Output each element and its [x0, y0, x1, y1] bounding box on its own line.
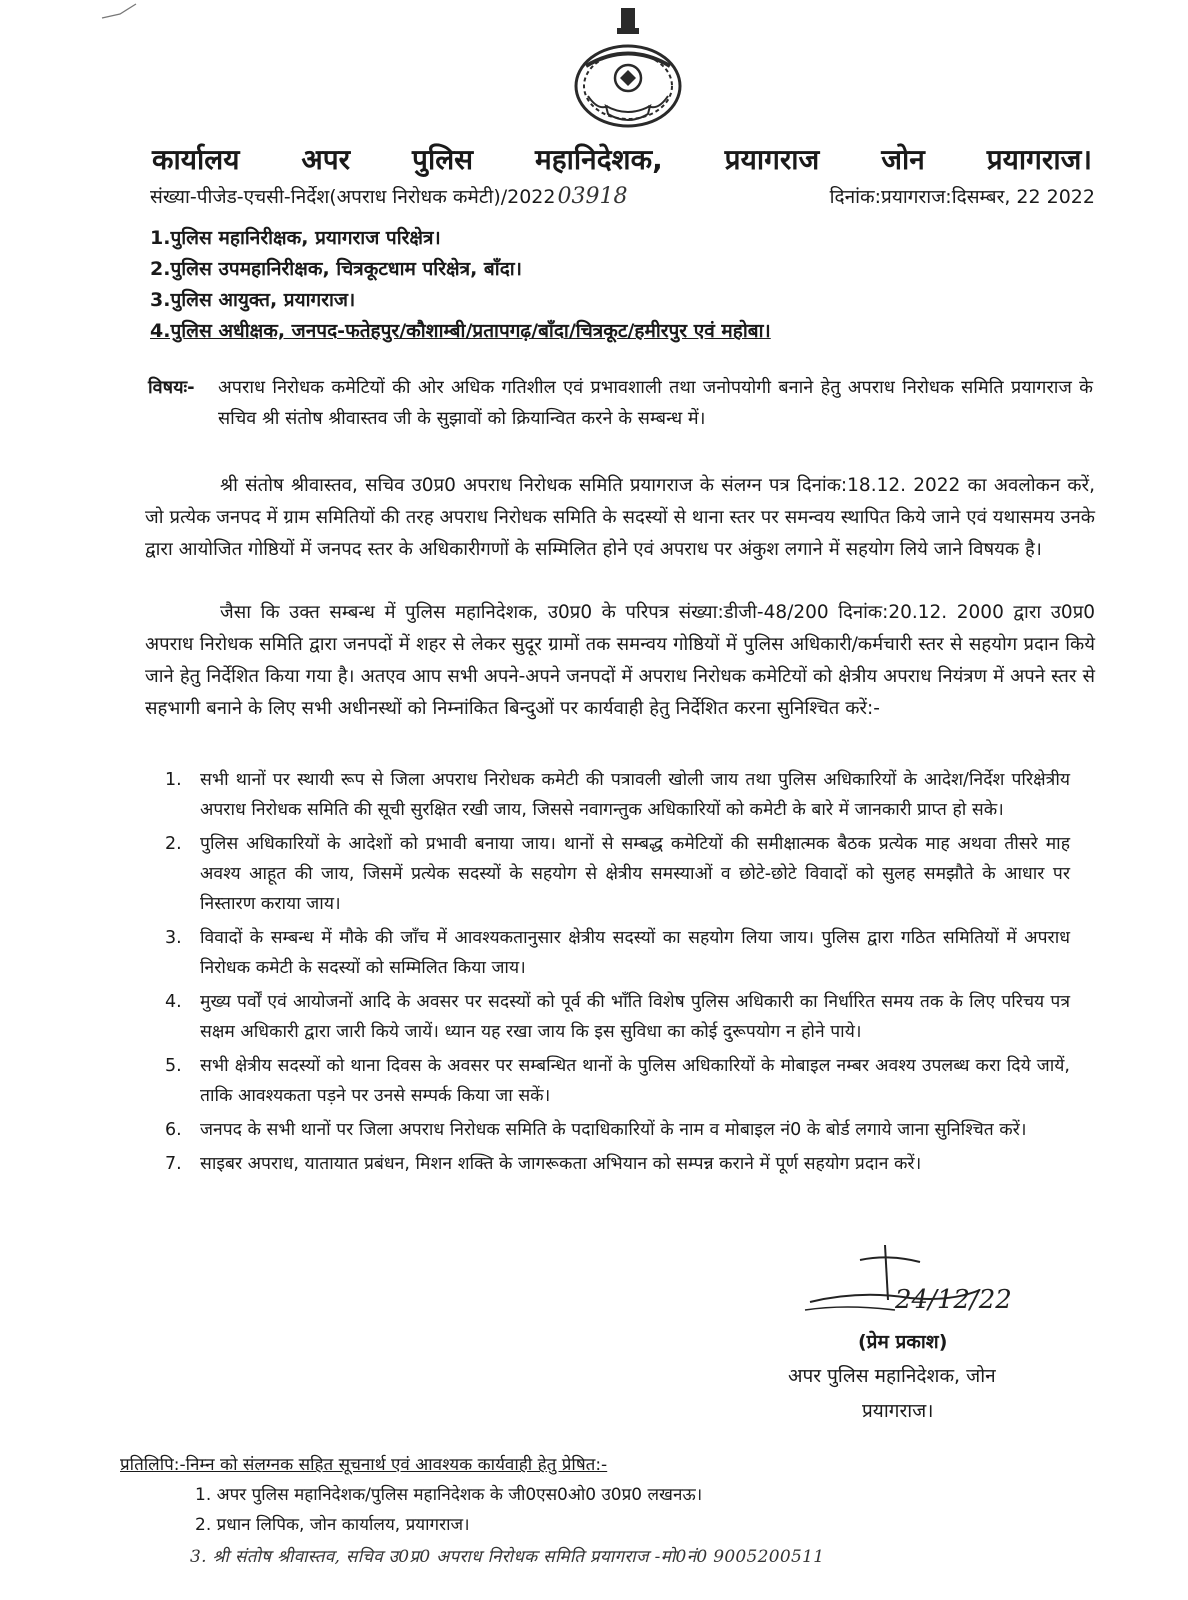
subject-label: विषयः- — [148, 377, 195, 398]
signatory-place: प्रयागराज। — [862, 1400, 934, 1422]
body-paragraph: श्री संतोष श्रीवास्तव, सचिव उ0प्र0 अपराध निरोधक समिति प्रयागराज के संलग्न पत्र दिनांक:18.12. 2022 का अवलोकन करें, जो प्रत्येक जनपद में ग्राम समितियों की तरह अपराध निरोधक समिति के सदस्यों से थाना स्तर पर समन्वय स्थापित किये जाने एवं यथासमय उनके द्वारा आयोजित गोष्ठियों में जनपद स्तर के अधिकारीगणों के सम्मिलित होने एवं अपराध पर अंकुश लगाने में सहयोग लिये जाने विषयक है। — [145, 475, 1095, 560]
copy-heading: प्रतिलिपि:-निम्न को संलग्नक सहित सूचनार्थ एवं आवश्यक कार्यवाही हेतु प्रेषित:- — [120, 1455, 608, 1475]
point-text: जनपद के सभी थानों पर जिला अपराध निरोधक समिति के पदाधिकारियों के नाम व मोबाइल नं0 के बोर्ड लगाये जाना सुनिश्चित करें। — [200, 1120, 1027, 1140]
copy-item-handwritten: 3. श्री संतोष श्रीवास्तव, सचिव उ0प्र0 अपराध निरोधक समिति प्रयागराज -मो0नं0 9005200511 — [190, 1547, 825, 1567]
point-text: मुख्य पर्वों एवं आयोजनों आदि के अवसर पर सदस्यों को पूर्व की भाँति विशेष पुलिस अधिकारी का निर्धारित समय तक के लिए परिचय पत्र सक्षम अधिकारी द्वारा जारी किये जायें। ध्यान यह रखा जाय कि इस सुविधा का कोई दुरूपयोग न होने पाये। — [200, 992, 1070, 1042]
reference-number — [150, 183, 628, 209]
instruction-point — [165, 1051, 1070, 1111]
instruction-point — [165, 923, 1070, 983]
point-number: 3. — [165, 928, 182, 948]
point-number: 6. — [165, 1120, 182, 1140]
point-number: 2. — [165, 834, 182, 854]
header-word: कार्यालय — [152, 143, 240, 176]
office-header — [152, 140, 1092, 178]
addressee-item: 2.पुलिस उपमहानिरीक्षक, चित्रकूटधाम परिक्षेत्र, बाँदा। — [150, 258, 522, 280]
reference-date: दिनांक:प्रयागराज:दिसम्बर, 22 2022 — [829, 186, 1095, 208]
addressee-item: 3.पुलिस आयुक्त, प्रयागराज। — [150, 289, 356, 311]
signature-handwritten-date: 24/12/22 — [895, 1285, 1012, 1315]
scan-artifact-mark — [100, 0, 140, 22]
copy-item: 1. अपर पुलिस महानिदेशक/पुलिस महानिदेशक के जी0एस0ओ0 उ0प्र0 लखनऊ। — [195, 1485, 703, 1505]
instruction-point — [165, 765, 1070, 825]
header-word: महानिदेशक, — [535, 143, 663, 176]
addressee-item: 4.पुलिस अधीक्षक, जनपद-फतेहपुर/कौशाम्बी/प्रतापगढ़/बाँदा/चित्रकूट/हमीरपुर एवं महोबा। — [150, 320, 771, 342]
body-paragraph: जैसा कि उक्त सम्बन्ध में पुलिस महानिदेशक, उ0प्र0 के परिपत्र संख्या:डीजी-48/200 दिनांक:20.12. 2000 द्वारा उ0प्र0 अपराध निरोधक समिति द्वारा जनपदों में शहर से लेकर सुदूर ग्रामों तक समन्वय गोष्ठियों में पुलिस अधिकारी/कर्मचारी स्तर से सहयोग प्रदान किये जाने हेतु निर्देशित किया गया है। अतएव आप सभी अपने-अपने जनपदों में अपराध निरोधक कमेटियों को क्षेत्रीय अपराध नियंत्रण में अपने स्तर से सहभागी बनाने के लिए सभी अधीनस्थों को निम्नांकित बिन्दुओं पर कार्यवाही हेतु निर्देशित करना सुनिश्चित करें:- — [145, 602, 1095, 719]
reference-line — [150, 183, 1095, 209]
up-police-emblem-icon — [568, 6, 688, 131]
point-number: 7. — [165, 1154, 182, 1174]
instruction-point — [165, 987, 1070, 1047]
point-text: सभी क्षेत्रीय सदस्यों को थाना दिवस के अवसर पर सम्बन्धित थानों के पुलिस अधिकारियों के मोबाइल नम्बर अवश्य उपलब्ध करा दिये जायें, ताकि आवश्यकता पड़ने पर उनसे सम्पर्क किया जा सकें। — [200, 1056, 1070, 1106]
point-number: 4. — [165, 992, 182, 1012]
point-text: पुलिस अधिकारियों के आदेशों को प्रभावी बनाया जाय। थानों से सम्बद्ध कमेटियों की समीक्षात्मक बैठक प्रत्येक माह अथवा तीसरे माह अवश्य आहूत की जाय, जिसमें प्रत्येक सदस्यों के सहयोग से क्षेत्रीय समस्याओं व छोटे-छोटे विवादों को सुलह समझौते के आधार पर निस्तारण कराया जाय। — [200, 834, 1070, 914]
point-text: विवादों के सम्बन्ध में मौके की जाँच में आवश्यकतानुसार क्षेत्रीय सदस्यों का सहयोग लिया जाय। पुलिस द्वारा गठित समितियों में अपराध निरोधक कमेटी के सदस्यों को सम्मिलित किया जाय। — [200, 928, 1070, 978]
handwritten-dispatch-number: 03918 — [557, 184, 628, 209]
header-word: अपर — [301, 143, 351, 176]
subject-block — [148, 372, 1093, 434]
instruction-point — [165, 829, 1070, 919]
reference-number-text: संख्या-पीजेड-एचसी-निर्देश(अपराध निरोधक कमेटी)/2022 — [150, 186, 556, 208]
point-text: साइबर अपराध, यातायात प्रबंधन, मिशन शक्ति के जागरूकता अभियान को सम्पन्न कराने में पूर्ण सहयोग प्रदान करें। — [200, 1154, 922, 1174]
signatory-name: (प्रेम प्रकाश) — [858, 1331, 948, 1353]
header-word: जोन — [881, 143, 925, 176]
copy-to-section — [120, 1450, 1080, 1574]
copy-item: 2. प्रधान लिपिक, जोन कार्यालय, प्रयागराज। — [195, 1515, 470, 1535]
instruction-point — [165, 1149, 1070, 1179]
instruction-points — [165, 765, 1070, 1183]
instruction-point — [165, 1115, 1070, 1145]
header-word: प्रयागराज — [724, 143, 820, 176]
addressee-list — [150, 223, 1070, 347]
addressee-item: 1.पुलिस महानिरीक्षक, प्रयागराज परिक्षेत्र। — [150, 227, 441, 249]
signatory-designation: अपर पुलिस महानिदेशक, जोन — [788, 1365, 996, 1387]
header-word: पुलिस — [412, 143, 474, 176]
point-number: 5. — [165, 1056, 182, 1076]
point-number: 1. — [165, 770, 182, 790]
subject-text: अपराध निरोधक कमेटियों की ओर अधिक गतिशील एवं प्रभावशाली तथा जनोपयोगी बनाने हेतु अपराध निरोधक समिति प्रयागराज के सचिव श्री संतोष श्रीवास्तव जी के सुझावों को क्रियान्वित करने के सम्बन्ध में। — [218, 377, 1093, 429]
point-text: सभी थानों पर स्थायी रूप से जिला अपराध निरोधक कमेटी की पत्रावली खोली जाय तथा पुलिस अधिकारियों के आदेश/निर्देश परिक्षेत्रीय अपराध निरोधक समिति की सूची सुरक्षित रखी जाय, जिससे नवागन्तुक अधिकारियों को कमेटी के बारे में जानकारी प्राप्त हो सके। — [200, 770, 1070, 820]
header-word: प्रयागराज। — [986, 143, 1092, 176]
